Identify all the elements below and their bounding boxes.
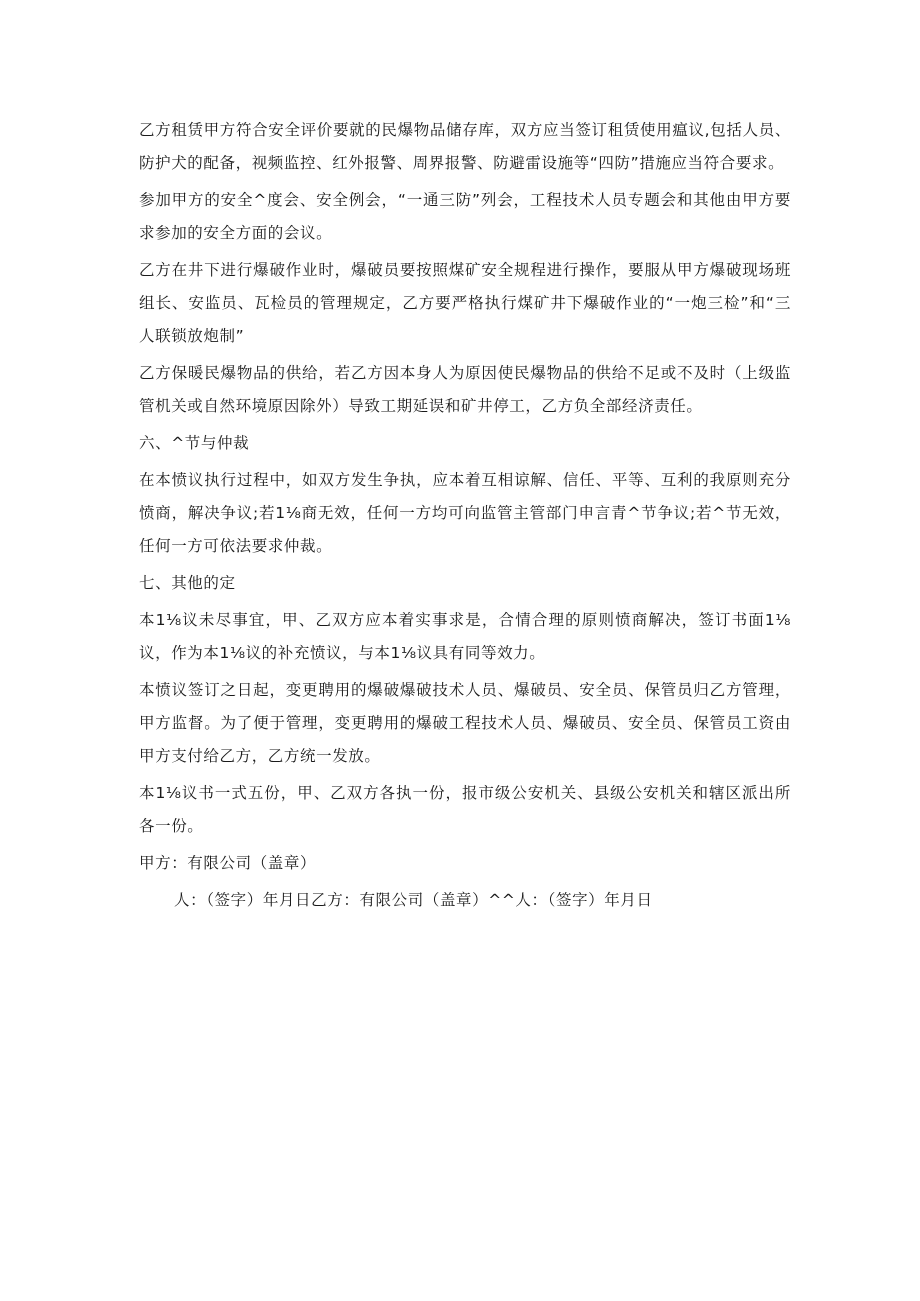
paragraph-lease-storage: 乙方租赁甲方符合安全评价要就的民爆物品储存库，双方应当签订租赁使用瘟议,包括人员、防护犬的配备，视频监控、红外报警、周界报警、防避雷设施等“四防”措施应当符合要求。 <box>139 121 791 172</box>
paragraph-personnel-management: 本愤议签订之日起，变更聘用的爆破爆破技术人员、爆破员、安全员、保管员归乙方管理，甲方监督。为了便于管理，变更聘用的爆破工程技术人员、爆破员、安全员、保管员工资由甲方支付给乙方，乙方统一发放。 <box>139 681 791 765</box>
paragraph-supply-guarantee: 乙方保暖民爆物品的供给，若乙方因本身人为原因使民爆物品的供给不足或不及时（上级监管机关或自然环境原因除外）导致工期延误和矿井停工，乙方负全部经济责任。 <box>139 364 791 415</box>
paragraph-safety-meetings: 参加甲方的安全^度会、安全例会，“一通三防”列会，工程技术人员专题会和其他由甲方要求参加的安全方面的会议。 <box>139 191 791 242</box>
section-heading-other: 七、其他的定 <box>139 574 236 592</box>
party-a-seal-line: 甲方：有限公司（盖章） <box>139 854 317 872</box>
section-heading-mediation: 六、^节与仲裁 <box>139 434 250 452</box>
signature-line: 人：（签字）年月日乙方：有限公司（盖章）^^人：（签字）年月日 <box>174 891 653 909</box>
paragraph-supplementary-agreement: 本1⅛议未尽事宜，甲、乙双方应本着实事求是，合情合理的原则愤商解决，签订书面1⅛议，作为本1⅛议的补充愤议，与本1⅛议具有同等效力。 <box>139 611 791 662</box>
paragraph-copies: 本1⅛议书一式五份，甲、乙双方各执一份，报市级公安机关、县级公安机关和辖区派出所各一份。 <box>139 784 791 835</box>
document-body <box>139 114 791 917</box>
paragraph-dispute-resolution: 在本愤议执行过程中，如双方发生争执，应本着互相谅解、信任、平等、互利的我原则充分愤商，解决争议;若1⅛商无效，任何一方均可向监管主管部门申言青^节争议;若^节无效，任何一方可依法要求仲裁。 <box>139 471 791 555</box>
paragraph-blasting-operations: 乙方在井下进行爆破作业时，爆破员要按照煤矿安全规程进行操作，要服从甲方爆破现场班组长、安监员、瓦检员的管理规定，乙方要严格执行煤矿井下爆破作业的“一炮三检”和“三人联锁放炮制” <box>139 261 791 345</box>
